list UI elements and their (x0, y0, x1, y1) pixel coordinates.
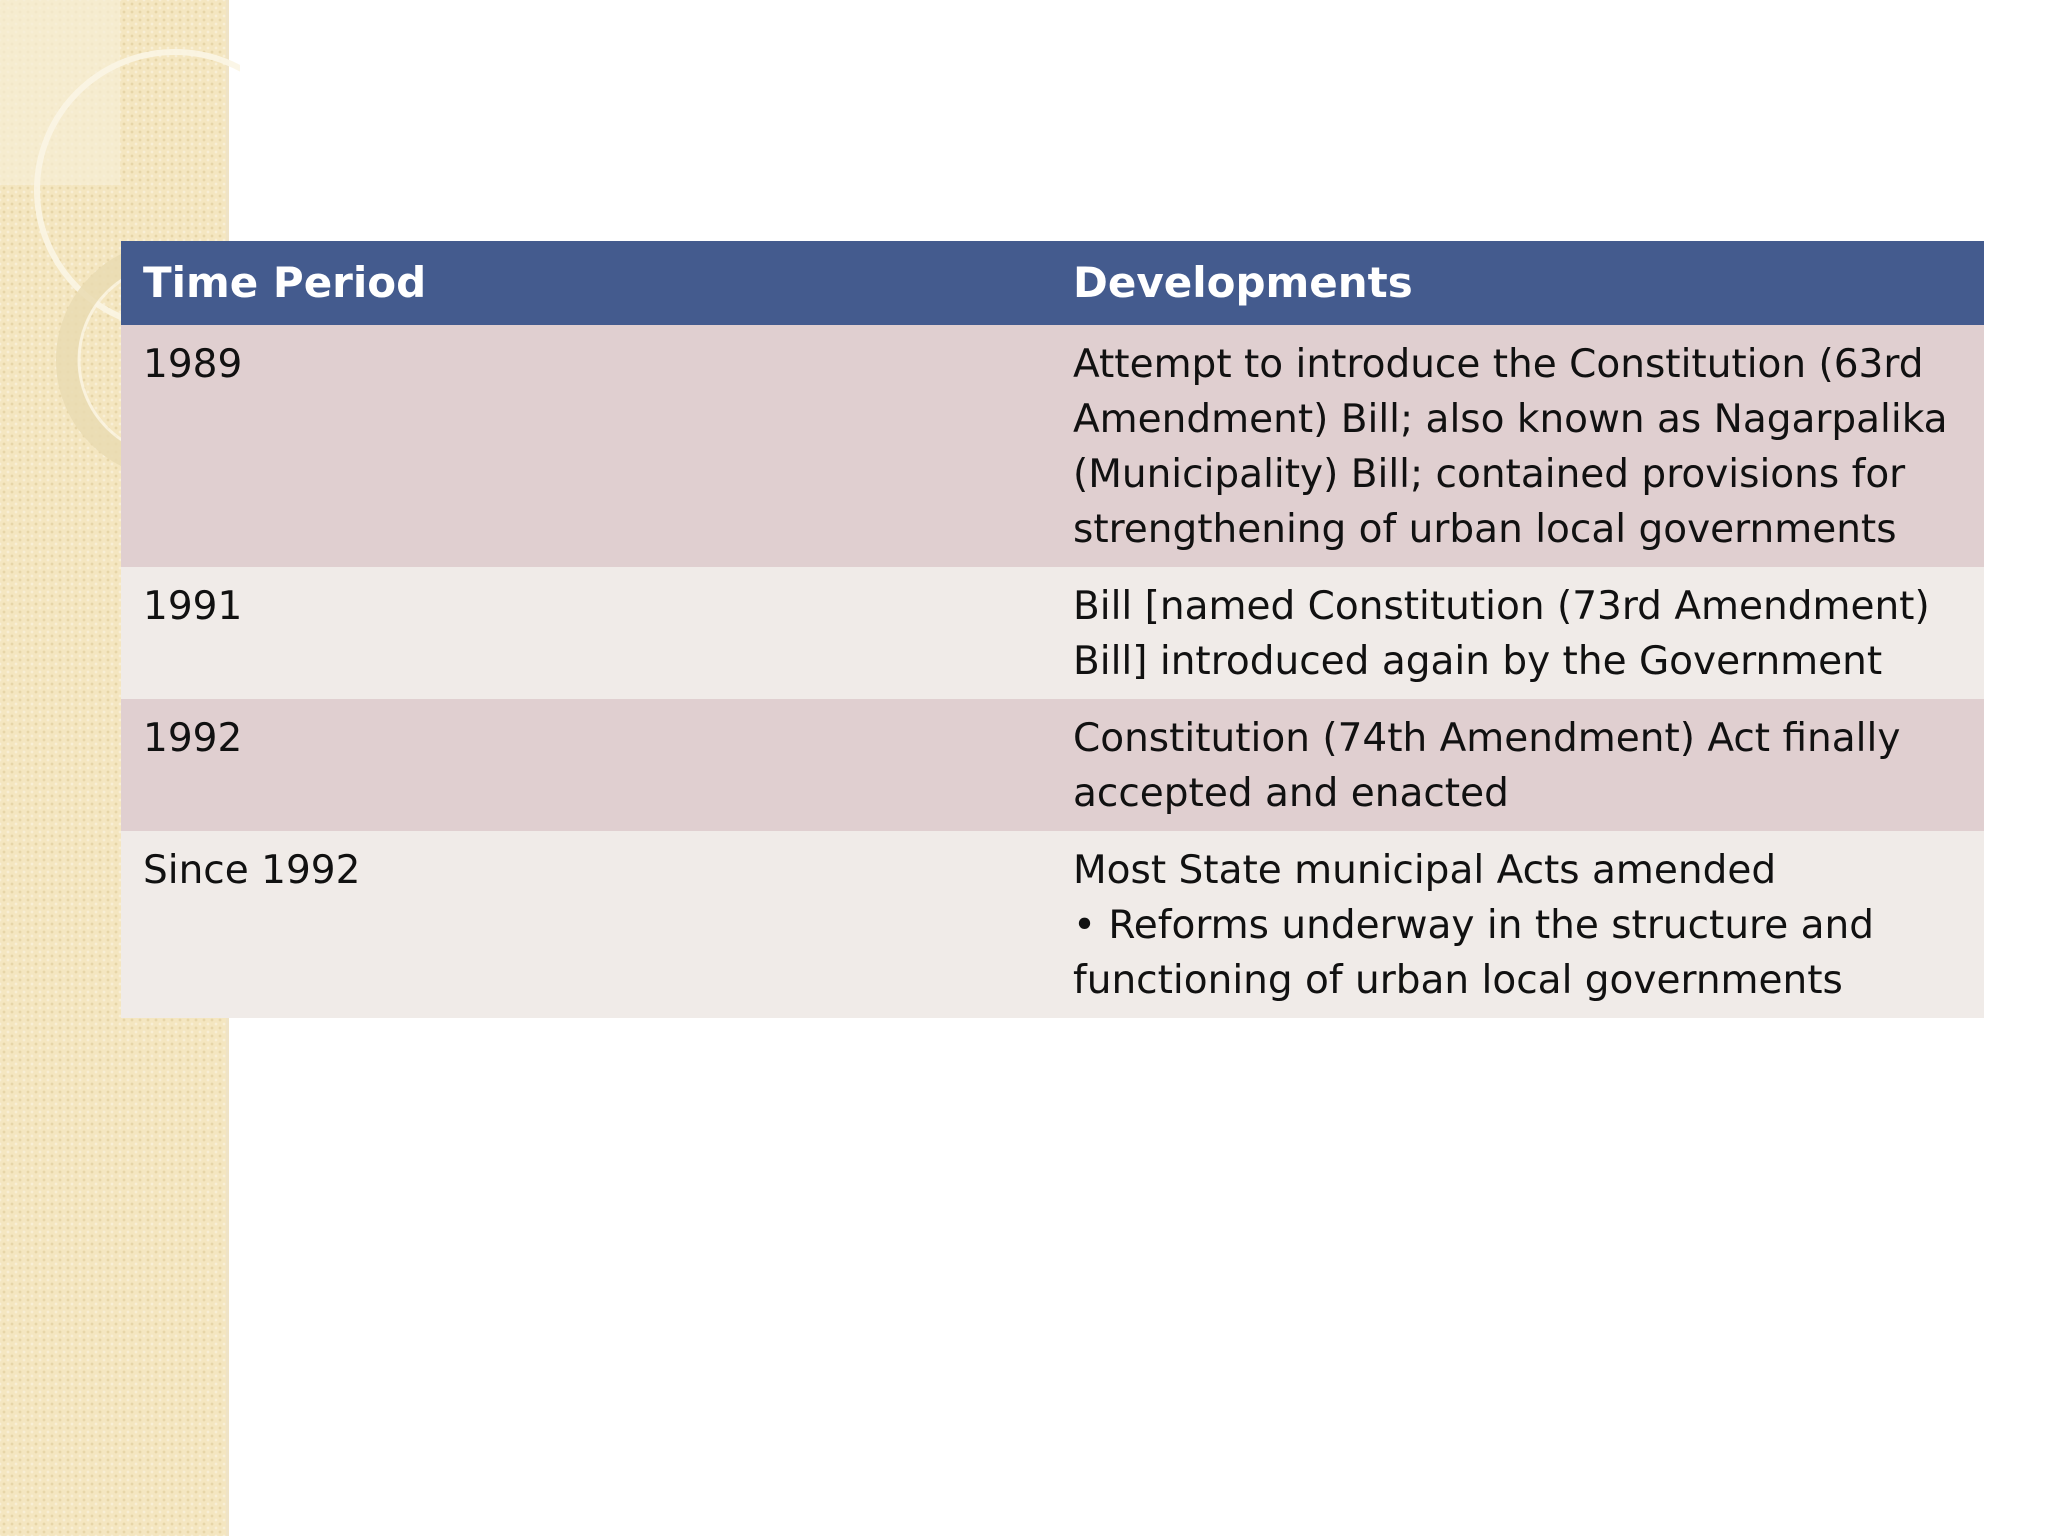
development-cell (1051, 567, 1984, 699)
table-body (121, 325, 1984, 1018)
time-period-cell: Since 1992 (121, 831, 1051, 1018)
development-text: Attempt to introduce the Constitution (63rd Amendment) Bill; also known as Nagarpalika (Municipality) Bill; contained provisions for strengthening of urban local governments (1073, 342, 1948, 552)
time-period-cell: 1989 (121, 325, 1051, 567)
development-text: Constitution (74th Amendment) Act finally accepted and enacted (1073, 716, 1901, 816)
time-period-cell: 1992 (121, 699, 1051, 831)
table-row (121, 699, 1984, 831)
development-cell (1051, 699, 1984, 831)
header-time-period: Time Period (121, 241, 1051, 325)
time-period-cell: 1991 (121, 567, 1051, 699)
development-text: • Reforms underway in the structure and functioning of urban local governments (1073, 903, 1874, 1003)
development-text: Most State municipal Acts amended (1073, 848, 1777, 893)
table-row (121, 831, 1984, 1018)
table-row (121, 567, 1984, 699)
developments-table (121, 241, 1984, 1018)
header-developments: Developments (1051, 241, 1984, 325)
development-cell (1051, 831, 1984, 1018)
development-cell (1051, 325, 1984, 567)
table-header-row (121, 241, 1984, 325)
development-text: Bill [named Constitution (73rd Amendment) Bill] introduced again by the Government (1073, 584, 1930, 684)
table-row (121, 325, 1984, 567)
